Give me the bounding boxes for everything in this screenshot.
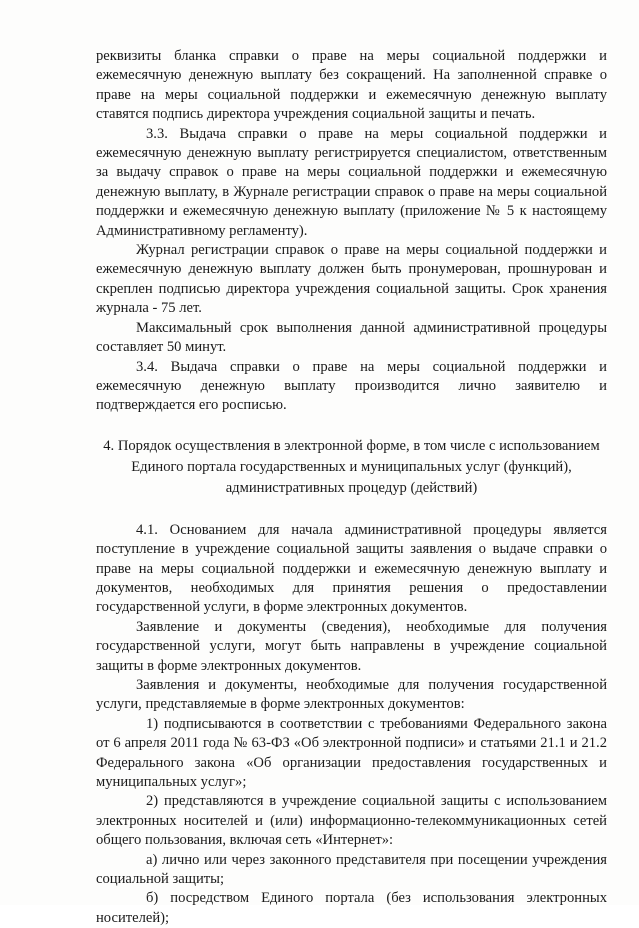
paragraph-3-3: 3.3. Выдача справки о праве на меры социальной поддержки и ежемесячную денежную выплату регистрируется специалистом, ответственным за выдачу справок о праве на меры социальной поддержки и ежемесячную денежную выплату, в Журнале регистрации справок о праве на меры социальной поддержки и ежемесячную денежную выплату (приложение № 5 к настоящему Административному регламенту). [96, 125, 607, 239]
list-item-a: а) лично или через законного представителя при посещении учреждения социальной защиты; [96, 851, 607, 888]
list-item-2: 2) представляются в учреждение социальной защиты с использованием электронных носителей и (или) информационно-телекоммуникационных сетей общего пользования, включая сеть «Интернет»: [96, 793, 607, 849]
list-item-1: 1) подписываются в соответствии с требованиями Федерального закона от 6 апреля 2011 года № 63-ФЗ «Об электронной подписи» и статьями 21.1 и 21.2 Федерального закона «Об организации предоставления государственных и муниципальных услуг»; [96, 715, 607, 790]
paragraph-requisites: реквизиты бланка справки о праве на меры социальной поддержки и ежемесячную денежную выплату без сокращений. На заполненной справке о праве на меры социальной поддержки и ежемесячную денежную выплату ставятся подпись директора учреждения социальной защиты и печать. [96, 48, 607, 123]
list-item-b: б) посредством Единого портала (без использования электронных носителей); [96, 890, 607, 926]
paragraph-journal: Журнал регистрации справок о праве на меры социальной поддержки и ежемесячную денежную выплату должен быть пронумерован, прошнурован и скреплен подписью директора учреждения социальной защиты. Срок хранения журнала - 75 лет. [96, 242, 607, 317]
document-body [96, 47, 607, 928]
paragraph-max-time: Максимальный срок выполнения данной административной процедуры составляет 50 минут. [96, 319, 607, 356]
paragraph-3-4: 3.4. Выдача справки о праве на меры социальной поддержки и ежемесячную денежную выплату производится лично заявителю и подтверждается его росписью. [96, 358, 607, 414]
paragraph-4-1: 4.1. Основанием для начала административной процедуры является поступление в учреждение социальной защиты заявления о выдаче справки о праве на меры социальной поддержки и ежемесячную денежную выплату и документов, необходимых для принятия решения о предоставлении государственной услуги, в форме электронных документов. [96, 521, 607, 616]
paragraph-documents: Заявления и документы, необходимые для получения государственной услуги, представляемые в форме электронных документов: [96, 676, 607, 713]
paragraph-application: Заявление и документы (сведения), необходимые для получения государственной услуги, могут быть направлены в учреждение социальной защиты в форме электронных документов. [96, 618, 607, 674]
section-heading-4: 4. Порядок осуществления в электронной форме, в том числе с использованием Единого портала государственных и муниципальных услуг (функций), административных процедур (действий) [103, 437, 600, 496]
